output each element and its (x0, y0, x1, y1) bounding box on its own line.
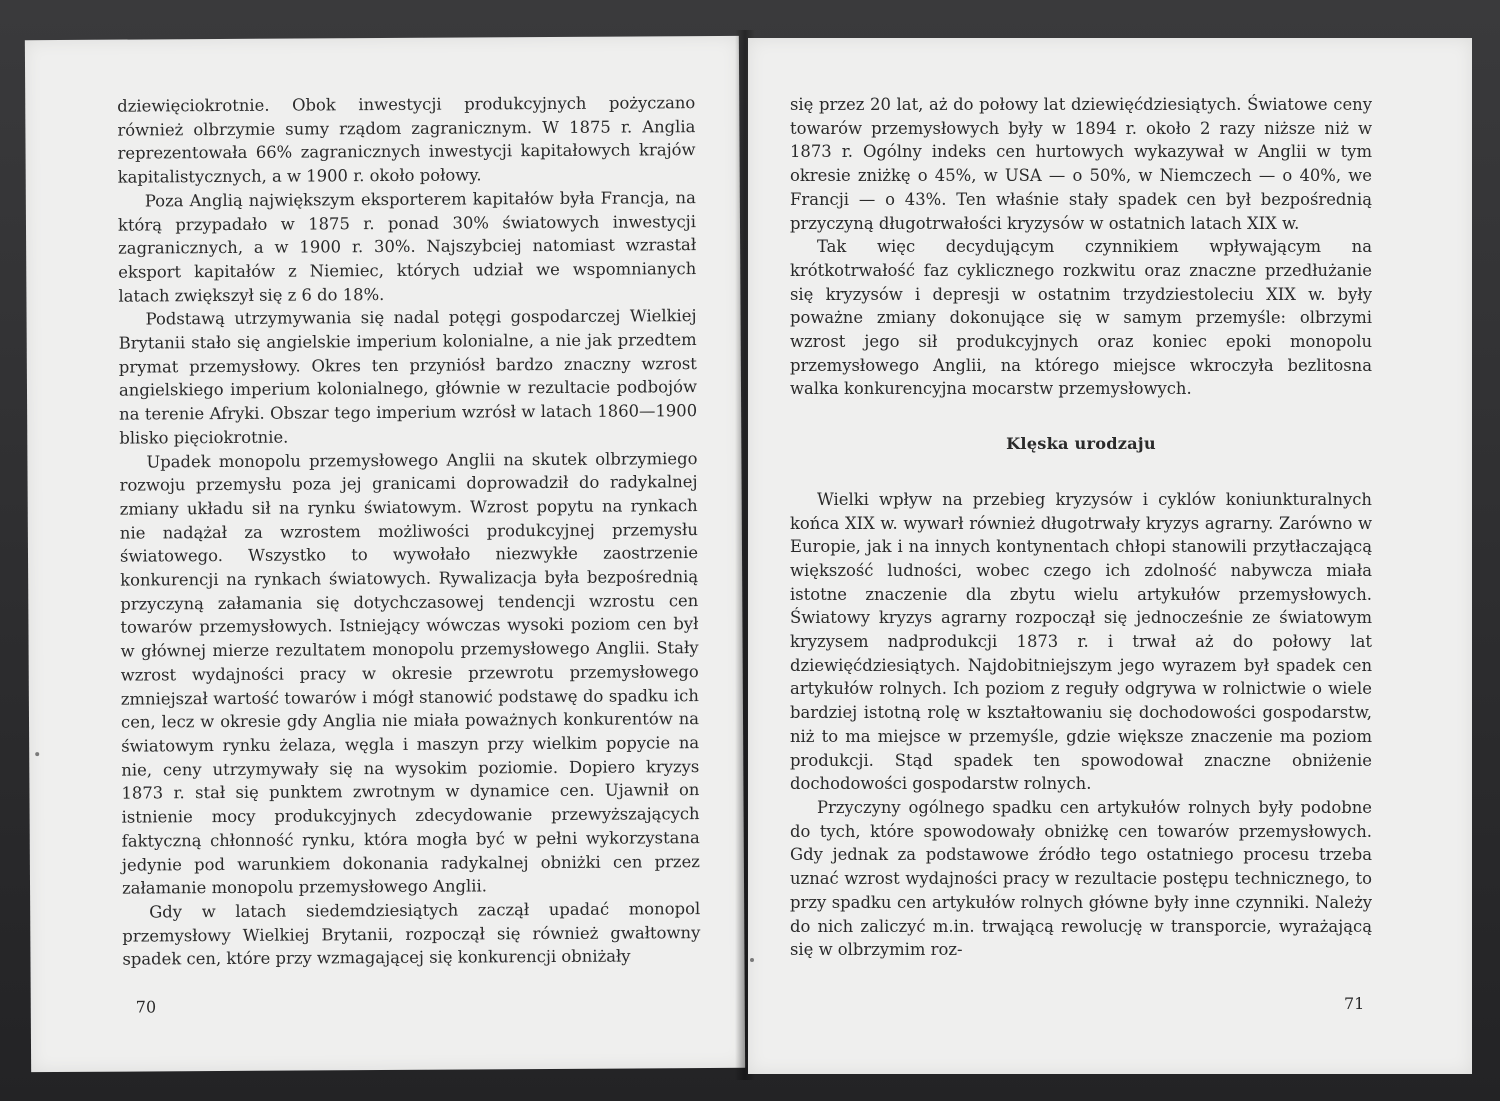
paragraph: Upadek monopolu przemysłowego Anglii na skutek olbrzymiego rozwoju przemysłu poza jej granicami doprowadził do radykalnej zmiany układu sił na rynku światowym. Wzrost popytu na rynkach nie nadążał za wzrostem możliwości produkcyjnej przemysłu światowego. Wszystko to wywołało niezwykłe zaostrzenie konkurencji na rynkach światowych. Rywalizacja była bezpośrednią przyczyną załamania się dotychczasowej tendencji wzrostu cen towarów przemysłowych. Istniejący wówczas wysoki poziom cen był w głównej mierze rezultatem monopolu przemysłowego Anglii. Stały wzrost wydajności pracy w okresie przewrotu przemysłowego zmniejszał wartość towarów i mógł stanowić podstawę do spadku ich cen, lecz w okresie gdy Anglia nie miała poważnych konkurentów na światowym rynku żelaza, węgla i maszyn przy wielkim popycie na nie, ceny utrzymywały się na wysokim poziomie. Dopiero kryzys 1873 r. stał się punktem zwrotnym w dynamice cen. Ujawnił on istnienie mocy produkcyjnych zdecydowanie przewyższających faktyczną chłonność rynku, która mogła być w pełni wykorzystana jedynie pod warunkiem dokonania radykalnej obniżki cen przez załamanie monopolu przemysłowego Anglii. (119, 448, 700, 898)
left-page (25, 36, 745, 1072)
paragraph: Przyczyny ogólnego spadku cen artykułów rolnych były podobne do tych, które spowodowały obniżkę cen towarów przemysłowych. Gdy jednak za podstawowe źródło tego ostatniego procesu trzeba uznać wzrost wydajności pracy w rezultacie postępu technicznego, to przy spadku cen artykułów rolnych główne były inne czynniki. Należy do nich zaliczyć m.in. trwającą rewolucję w transporcie, wyrażającą się w olbrzymim roz- (790, 797, 1372, 960)
paragraph: Gdy w latach siedemdziesiątych zaczął upadać monopol przemysłowy Wielkiej Brytanii, rozpoczął się również gwałtowny spadek cen, które przy wzmagającej się konkurencji obniżały (122, 898, 701, 969)
scan-speck (750, 958, 754, 962)
paragraph: Wielki wpływ na przebieg kryzysów i cyklów koniunkturalnych końca XIX w. wywarł również długotrwały kryzys agrarny. Zarówno w Europie, jak i na innych kontynentach chłopi stanowili przytłaczającą większość ludności, wobec czego ich zdolność nabywcza miała istotne znaczenie dla zbytu wielu artykułów przemysłowych. Światowy kryzys agrarny rozpoczął się jednocześnie ze światowym kryzysem nadprodukcji 1873 r. i trwał aż do połowy lat dziewięćdziesiątych. Najdobitniejszym jego wyrazem był spadek cen artykułów rolnych. Ich poziom z reguły odgrywa w rolnictwie o wiele bardziej istotną rolę w kształtowaniu się dochodowości gospodarstw, niż to ma miejsce w przemyśle, gdzie większe znaczenie ma poziom produkcji. Stąd spadek ten spowodował znaczne obniżenie dochodowości gospodarstw rolnych. (790, 489, 1372, 794)
paragraph: Tak więc decydującym czynnikiem wpływającym na krótkotrwałość faz cyklicznego rozkwitu oraz znaczne przedłużanie się kryzysów i depresji w ostatnim trzydziestoleciu XIX w. były poważne zmiany dokonujące się w samym przemyśle: olbrzymi wzrost jego sił produkcyjnych oraz koniec epoki monopolu przemysłowego Anglii, na którego miejsce wkroczyła bezlitosna walka konkurencyjna mocarstw przemysłowych. (790, 237, 1372, 399)
page-number-left: 70 (135, 997, 157, 1017)
scan-speck (35, 752, 39, 756)
right-page (748, 38, 1472, 1074)
paragraph: się przez 20 lat, aż do połowy lat dziewięćdziesiątych. Światowe ceny towarów przemysłowych były w 1894 r. około 2 razy niższe niż w 1873 r. Ogólny indeks cen hurtowych wykazywał w Anglii w tym okresie zniżkę o 45%, w USA — o 50%, w Niemczech — o 40%, we Francji — o 43%. Ten właśnie stały spadek cen był bezpośrednią przyczyną długotrwałości kryzysów w ostatnich latach XIX w. (790, 95, 1372, 233)
right-page-body (790, 93, 1372, 962)
section-heading: Klęska urodzaju (1006, 434, 1156, 454)
paragraph: Podstawą utrzymywania się nadal potęgi gospodarczej Wielkiej Brytanii stało się angielskie imperium kolonialne, a nie jak przedtem prymat przemysłowy. Okres ten przyniósł bardzo znaczny wzrost angielskiego imperium kolonialnego, głównie w rezultacie podbojów na terenie Afryki. Obszar tego imperium wzrósł w latach 1860—1900 blisko pięciokrotnie. (118, 306, 698, 448)
left-page-body (117, 91, 700, 972)
paragraph: Poza Anglią największym eksporterem kapitałów była Francja, na którą przypadało w 1875 r. ponad 30% światowych inwestycji zagranicznych, a w 1900 r. 30%. Najszybciej natomiast wzrastał eksport kapitałów z Niemiec, których udział we wspomnianych latach zwiększył się z 6 do 18%. (117, 187, 697, 306)
page-number-right: 71 (1344, 994, 1365, 1013)
paragraph: dziewięciokrotnie. Obok inwestycji produkcyjnych pożyczano również olbrzymie sumy rządom zagranicznym. W 1875 r. Anglia reprezentowała 66% zagranicznych inwestycji kapitałowych krajów kapitalistycznych, a w 1900 r. około połowy. (117, 93, 696, 187)
